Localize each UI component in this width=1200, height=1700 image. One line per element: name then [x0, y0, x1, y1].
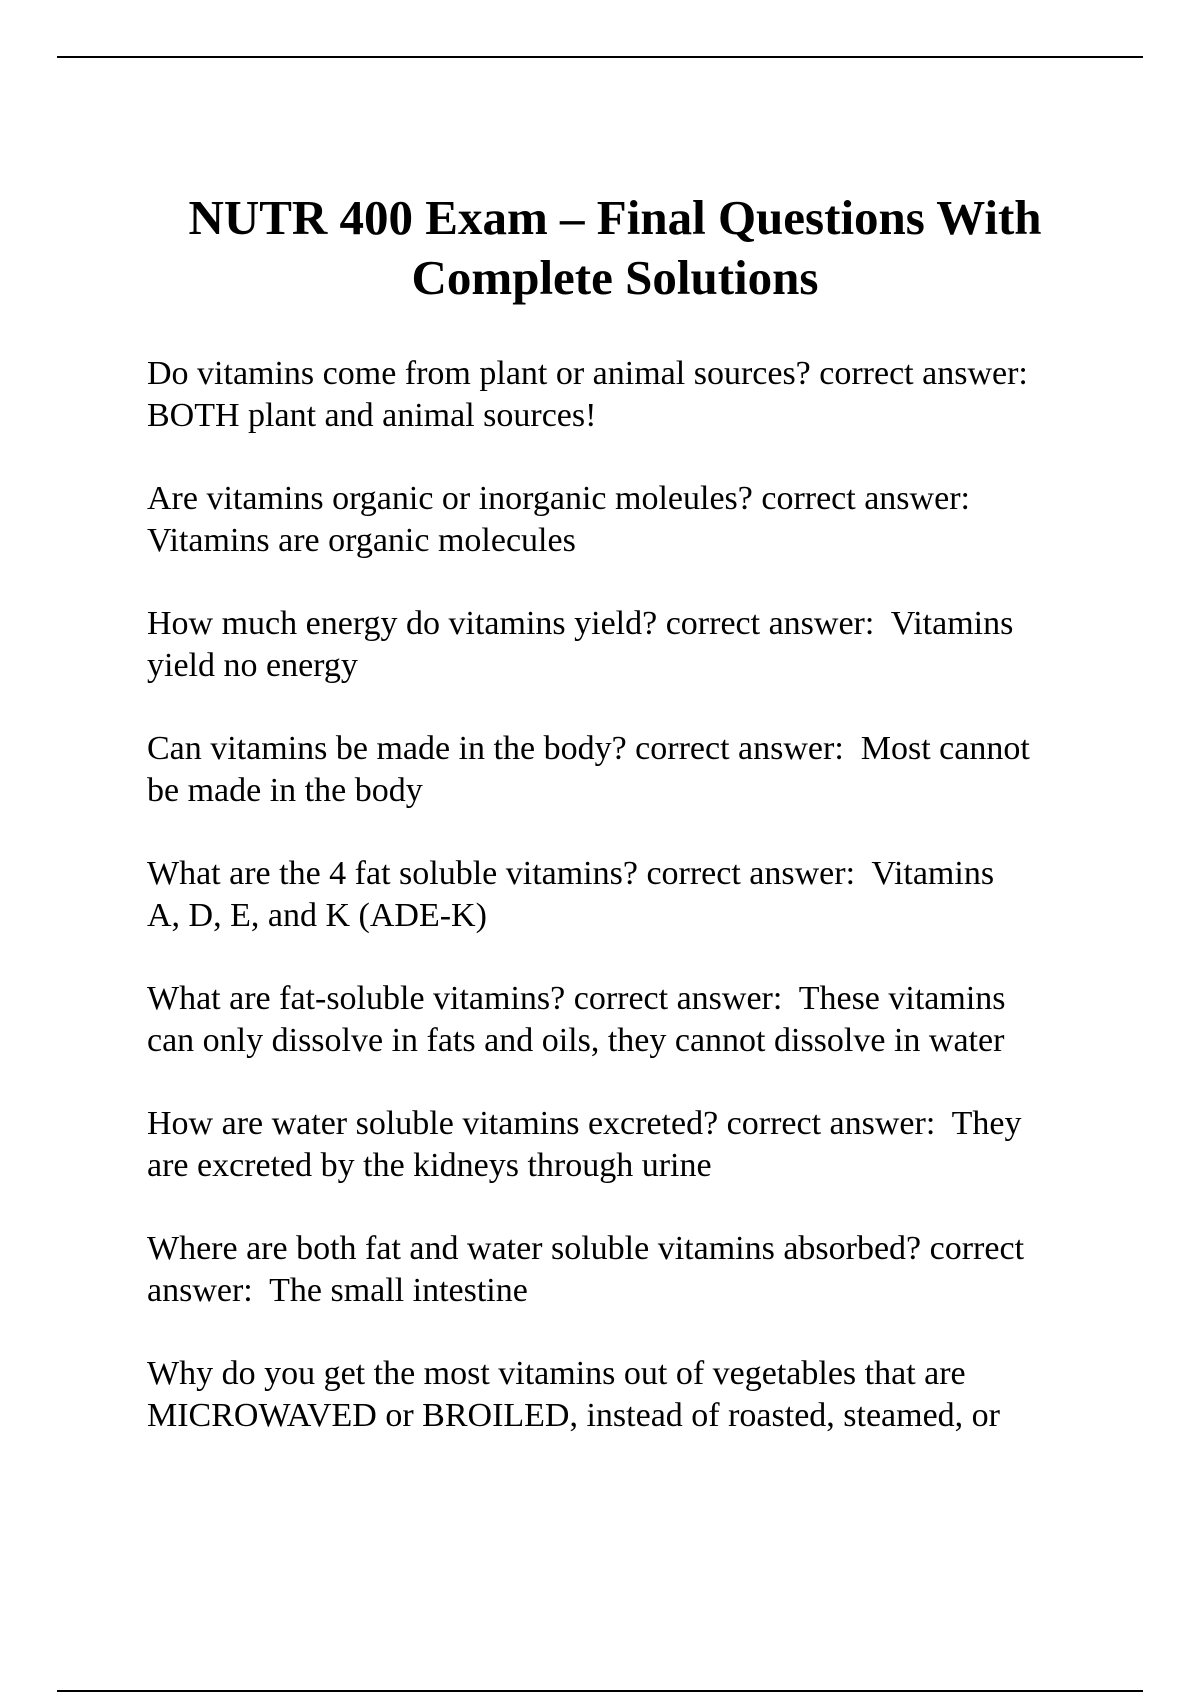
- page-title: [120, 188, 1110, 308]
- qa-list: [147, 353, 1097, 1478]
- qa-line: How are water soluble vitamins excreted? correct answer: They: [147, 1105, 1022, 1142]
- bottom-rule: [57, 1690, 1143, 1692]
- qa-item: [147, 978, 1097, 1062]
- qa-item: [147, 603, 1097, 687]
- qa-line: can only dissolve in fats and oils, they cannot dissolve in water: [147, 1022, 1005, 1059]
- title-line-2: Complete Solutions: [411, 250, 819, 305]
- qa-line: Are vitamins organic or inorganic moleules? correct answer:: [147, 480, 970, 517]
- qa-item: [147, 728, 1097, 812]
- qa-item: [147, 1353, 1097, 1437]
- qa-item: [147, 1103, 1097, 1187]
- qa-line: What are the 4 fat soluble vitamins? correct answer: Vitamins: [147, 855, 995, 892]
- qa-item: [147, 353, 1097, 437]
- top-rule: [57, 56, 1143, 58]
- title-line-1: NUTR 400 Exam – Final Questions With: [188, 190, 1042, 245]
- qa-line: MICROWAVED or BROILED, instead of roasted, steamed, or: [147, 1397, 1001, 1434]
- qa-line: BOTH plant and animal sources!: [147, 397, 597, 434]
- qa-line: are excreted by the kidneys through urine: [147, 1147, 712, 1184]
- qa-line: A, D, E, and K (ADE-K): [147, 897, 487, 934]
- qa-line: How much energy do vitamins yield? correct answer: Vitamins: [147, 605, 1014, 642]
- qa-line: Do vitamins come from plant or animal sources? correct answer:: [147, 355, 1028, 392]
- qa-line: Vitamins are organic molecules: [147, 522, 576, 559]
- qa-line: Can vitamins be made in the body? correct answer: Most cannot: [147, 730, 1030, 767]
- qa-line: What are fat-soluble vitamins? correct answer: These vitamins: [147, 980, 1006, 1017]
- qa-line: be made in the body: [147, 772, 423, 809]
- qa-line: Where are both fat and water soluble vitamins absorbed? correct: [147, 1230, 1025, 1267]
- qa-item: [147, 1228, 1097, 1312]
- qa-item: [147, 478, 1097, 562]
- qa-item: [147, 853, 1097, 937]
- qa-line: answer: The small intestine: [147, 1272, 528, 1309]
- qa-line: yield no energy: [147, 647, 358, 684]
- qa-line: Why do you get the most vitamins out of vegetables that are: [147, 1355, 966, 1392]
